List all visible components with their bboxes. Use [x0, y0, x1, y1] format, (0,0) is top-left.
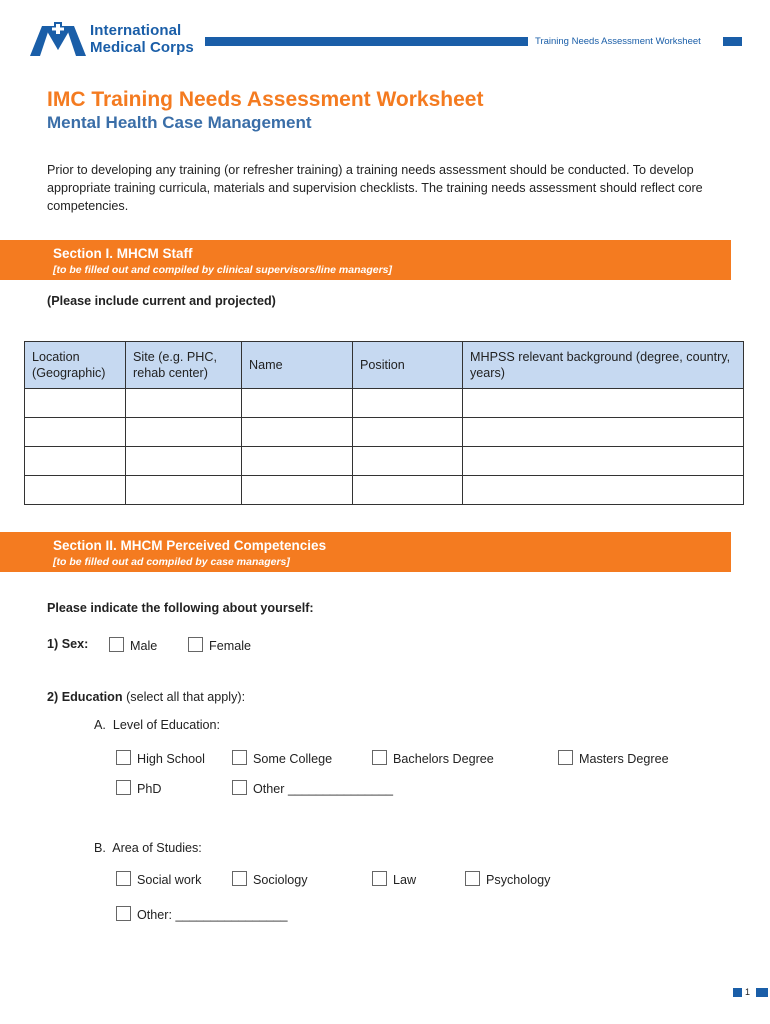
- option-label: PhD: [137, 782, 162, 796]
- table-cell[interactable]: [25, 476, 126, 505]
- imc-logo-icon: [28, 20, 88, 58]
- logo-line-1: International: [90, 22, 182, 39]
- section-2-title: Section II. MHCM Perceived Competencies: [53, 538, 327, 553]
- option-label: Psychology: [486, 873, 551, 887]
- table-cell[interactable]: [126, 418, 242, 447]
- col-location: Location (Geographic): [25, 342, 126, 389]
- table-cell[interactable]: [242, 476, 353, 505]
- imc-logo: [28, 20, 203, 60]
- header-rule: [205, 37, 528, 46]
- area-option-psychology[interactable]: [465, 871, 550, 887]
- option-label: Some College: [253, 752, 333, 766]
- table-cell[interactable]: [463, 389, 744, 418]
- level-option-some-college[interactable]: [232, 750, 332, 766]
- table-cell[interactable]: [25, 447, 126, 476]
- section-1-subtitle: [to be filled out and compiled by clinical supervisors/line managers]: [53, 264, 392, 276]
- option-label: Sociology: [253, 873, 308, 887]
- checkbox[interactable]: [116, 750, 131, 765]
- col-position: Position: [353, 342, 463, 389]
- level-option-bachelors[interactable]: [372, 750, 494, 766]
- table-cell[interactable]: [126, 476, 242, 505]
- education-hint: (select all that apply):: [122, 690, 246, 704]
- table-cell[interactable]: [463, 476, 744, 505]
- checkbox[interactable]: [372, 750, 387, 765]
- col-site: Site (e.g. PHC, rehab center): [126, 342, 242, 389]
- page-number-text: 1: [745, 987, 751, 997]
- page-title: IMC Training Needs Assessment Worksheet: [47, 88, 484, 111]
- table-row: [25, 389, 744, 418]
- col-name: Name: [242, 342, 353, 389]
- table-cell[interactable]: [463, 447, 744, 476]
- intro-paragraph: Prior to developing any training (or refresher training) a training needs assessment should be conducted. To develop appropriate training curricula, materials and supervision checklists. The training needs assessment should reflect core competencies.: [47, 163, 703, 213]
- option-label: Law: [393, 873, 417, 887]
- option-label: Female: [209, 639, 251, 653]
- checkbox[interactable]: [232, 871, 247, 886]
- section-2-prompt: Please indicate the following about yourself:: [47, 601, 314, 615]
- section-2-banner: [0, 532, 731, 572]
- staff-table-header: [25, 342, 744, 389]
- checkbox[interactable]: [558, 750, 573, 765]
- education-question: [47, 690, 245, 704]
- table-cell[interactable]: [353, 389, 463, 418]
- area-label: B. Area of Studies:: [94, 841, 202, 855]
- level-option-high-school[interactable]: [116, 750, 205, 766]
- section-1-title: Section I. MHCM Staff: [53, 246, 193, 261]
- page-marker-left: [733, 988, 742, 997]
- area-option-law[interactable]: [372, 871, 416, 887]
- sex-option-female[interactable]: [188, 637, 251, 653]
- staff-table: [24, 341, 744, 505]
- table-row: [25, 476, 744, 505]
- table-row: [25, 447, 744, 476]
- checkbox[interactable]: [109, 637, 124, 652]
- table-cell[interactable]: [353, 447, 463, 476]
- col-background: MHPSS relevant background (degree, country, years): [463, 342, 744, 389]
- table-cell[interactable]: [25, 418, 126, 447]
- checkbox[interactable]: [232, 780, 247, 795]
- area-option-social-work[interactable]: [116, 871, 201, 887]
- table-cell[interactable]: [353, 418, 463, 447]
- logo-text: [90, 22, 194, 56]
- logo-line-2: Medical Corps: [90, 39, 194, 56]
- level-option-other[interactable]: [232, 780, 393, 796]
- sex-label: 1) Sex:: [47, 637, 89, 651]
- checkbox[interactable]: [372, 871, 387, 886]
- area-option-sociology[interactable]: [232, 871, 308, 887]
- option-label: High School: [137, 752, 205, 766]
- level-label: A. Level of Education:: [94, 718, 221, 732]
- table-cell[interactable]: [353, 476, 463, 505]
- checkbox[interactable]: [232, 750, 247, 765]
- sex-option-male[interactable]: [109, 637, 157, 653]
- table-cell[interactable]: [242, 418, 353, 447]
- area-option-other[interactable]: [116, 906, 288, 922]
- section-1-note: (Please include current and projected): [47, 294, 276, 308]
- checkbox[interactable]: [465, 871, 480, 886]
- checkbox[interactable]: [116, 780, 131, 795]
- option-label: Other _______________: [253, 782, 394, 796]
- checkbox[interactable]: [116, 871, 131, 886]
- checkbox[interactable]: [116, 906, 131, 921]
- table-cell[interactable]: [463, 418, 744, 447]
- section-2-subtitle: [to be filled out ad compiled by case managers]: [53, 556, 290, 568]
- option-label: Male: [130, 639, 158, 653]
- table-cell[interactable]: [126, 447, 242, 476]
- page-subtitle: Mental Health Case Management: [47, 113, 312, 132]
- option-label: Other: ________________: [137, 908, 288, 922]
- table-cell[interactable]: [242, 447, 353, 476]
- education-label: 2) Education: [47, 690, 123, 704]
- checkbox[interactable]: [188, 637, 203, 652]
- table-cell[interactable]: [126, 389, 242, 418]
- page-marker-right: [756, 988, 768, 997]
- section-1-banner: [0, 240, 731, 280]
- header-rule-end: [723, 37, 742, 46]
- header-doc-label: Training Needs Assessment Worksheet: [535, 36, 701, 47]
- table-row: [25, 418, 744, 447]
- option-label: Masters Degree: [579, 752, 669, 766]
- option-label: Social work: [137, 873, 202, 887]
- level-option-phd[interactable]: [116, 780, 162, 796]
- table-cell[interactable]: [25, 389, 126, 418]
- level-option-masters[interactable]: [558, 750, 669, 766]
- table-cell[interactable]: [242, 389, 353, 418]
- option-label: Bachelors Degree: [393, 752, 494, 766]
